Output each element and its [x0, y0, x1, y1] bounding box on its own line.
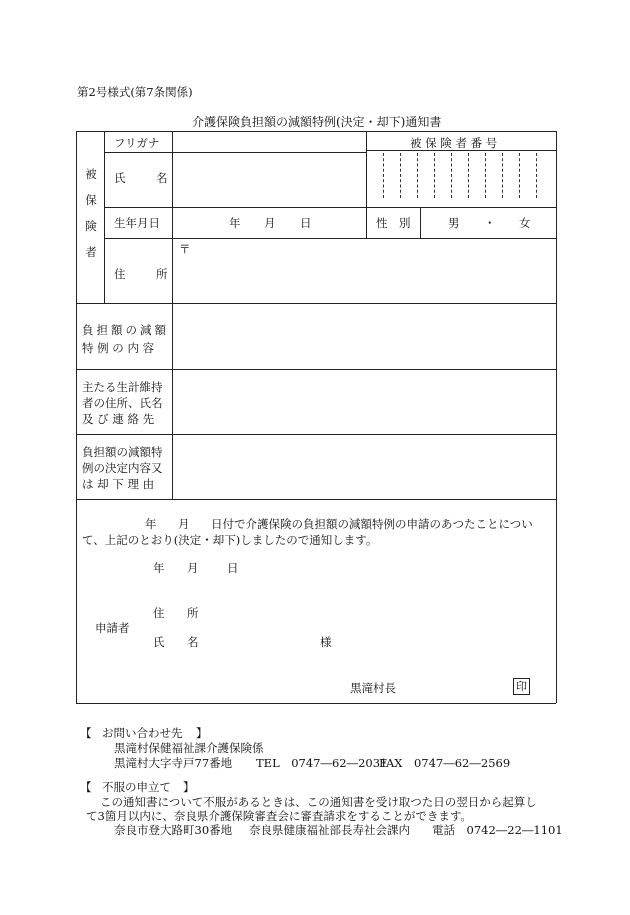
appeal-bracket-open: 【	[80, 780, 92, 794]
issue-day: 日	[227, 561, 239, 575]
name-label-1: 氏	[114, 171, 126, 185]
sex-female[interactable]: 女	[519, 216, 531, 230]
contact-fax: FAX 0747―62―2569	[379, 756, 511, 770]
notice-line2: て、上記のとおり(決定・却下)しましたので通知します。	[82, 533, 378, 547]
sex-male[interactable]: 男	[448, 216, 460, 230]
honorific: 様	[320, 635, 332, 649]
contact-address: 黒滝村大字寺戸77番地	[114, 756, 233, 770]
appeal-line1: この通知書について不服があるときは、この通知書を受け取つた日の翌日から起算し	[100, 795, 537, 809]
notice-date-month: 月	[178, 517, 190, 531]
contact-tel: TEL 0747―62―2031	[256, 756, 388, 770]
address-label-1: 住	[114, 267, 126, 281]
reason-label: 負担額の減額特 例の決定内容又 は 却 下 理 由	[82, 445, 163, 491]
page-title: 介護保険負担額の減額特例(決定・却下)通知書	[192, 115, 442, 129]
applicant-address-label-2: 所	[187, 606, 199, 620]
contact-heading: お問い合わせ先	[102, 726, 183, 740]
name-field[interactable]	[174, 154, 364, 206]
contact-bracket-close: 】	[196, 726, 208, 740]
contact-office: 黒滝村保健福祉課介護保険係	[114, 741, 264, 755]
appeal-bracket-close: 】	[183, 780, 195, 794]
furigana-label: フリガナ	[114, 136, 160, 150]
reason-field[interactable]	[174, 436, 554, 498]
issue-month: 月	[187, 561, 199, 575]
birth-year: 年	[229, 216, 241, 230]
sex-label: 性 別	[376, 216, 411, 230]
address-label-2: 所	[156, 267, 168, 281]
applicant-name-label-2: 名	[187, 635, 199, 649]
issuer: 黒滝村長	[350, 681, 396, 695]
appeal-address: 奈良市登大路町30番地	[114, 823, 233, 837]
address-field[interactable]	[174, 240, 554, 302]
applicant-label: 申請者	[95, 621, 130, 635]
appeal-office: 奈良県健康福祉部長寿社会課内	[249, 823, 410, 837]
name-label-2: 名	[156, 171, 168, 185]
notice-date-year: 年	[145, 517, 157, 531]
insured-number-field[interactable]	[368, 152, 554, 206]
applicant-address-label-1: 住	[153, 606, 165, 620]
seal-mark: 印	[513, 678, 530, 695]
issue-year: 年	[153, 561, 165, 575]
supporter-field[interactable]	[174, 371, 554, 433]
content-field[interactable]	[174, 305, 554, 367]
postal-mark: 〒	[179, 242, 191, 256]
content-label: 負担額の減額 特 例 の 内 容	[82, 323, 169, 355]
notice-line1: 日付で介護保険の負担額の減額特例の申請のあつたことについ	[211, 517, 533, 531]
insured-number-label: 被 保 険 者 番 号	[410, 136, 498, 150]
birth-month: 月	[264, 216, 276, 230]
appeal-heading: 不服の申立て	[102, 780, 171, 794]
contact-bracket-open: 【	[80, 726, 92, 740]
form-id: 第2号様式(第7条関係)	[77, 85, 193, 99]
appeal-line2: て3箇月以内に、奈良県介護保険審査会に審査請求をすることができます。	[86, 809, 472, 823]
applicant-name-label-1: 氏	[153, 635, 165, 649]
furigana-field[interactable]	[172, 134, 365, 151]
sex-separator: ・	[484, 216, 496, 230]
appeal-tel: 電話 0742―22―1101	[432, 823, 563, 837]
birth-label: 生年月日	[114, 216, 160, 230]
insured-side-label: 被 保 険 者	[85, 167, 97, 259]
birth-day: 日	[300, 216, 312, 230]
supporter-label: 主たる生計維持 者の住所、氏名 及 び 連 絡 先	[82, 380, 163, 426]
